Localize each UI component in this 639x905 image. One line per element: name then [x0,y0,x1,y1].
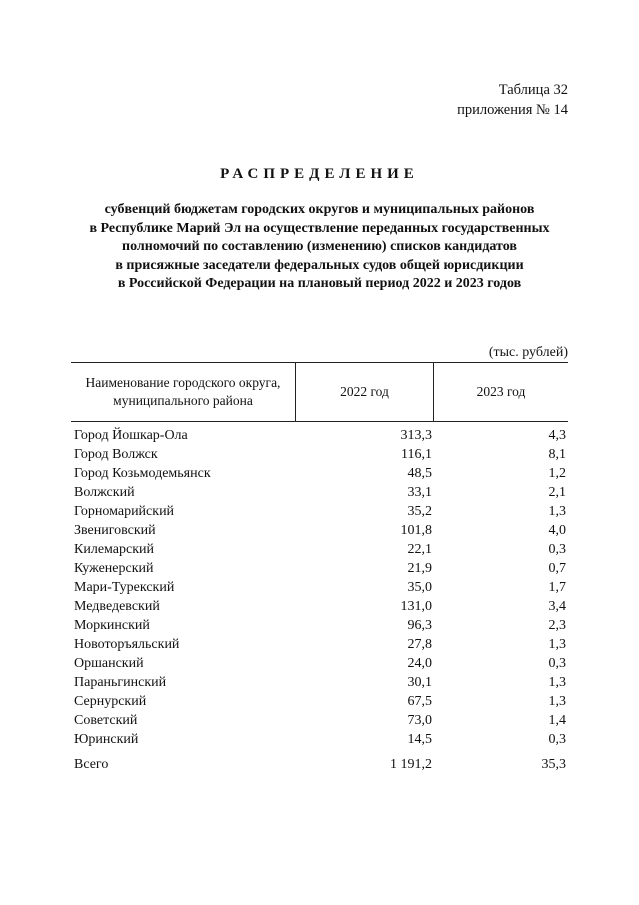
table-row [71,578,568,597]
cell-2023: 0,3 [548,731,566,747]
cell-name: Куженерский [74,560,154,576]
table-row [71,597,568,616]
cell-2023: 4,3 [548,427,566,443]
cell-name: Оршанский [74,655,144,671]
table-row [71,445,568,464]
cell-2023: 1,7 [548,579,566,595]
cell-2023: 3,4 [548,598,566,614]
cell-2022: 21,9 [407,560,432,576]
total-label: Всего [74,756,109,772]
data-table [71,362,568,774]
cell-2022: 48,5 [407,465,432,481]
cell-name: Килемарский [74,541,155,557]
cell-name: Параньгинский [74,674,167,690]
cell-name: Сернурский [74,693,147,709]
table-row [71,464,568,483]
cell-2022: 22,1 [407,541,432,557]
cell-2023: 0,7 [548,560,566,576]
table-row [71,692,568,711]
cell-2023: 1,3 [548,693,566,709]
table-row [71,673,568,692]
cell-2022: 27,8 [407,636,432,652]
table-header [71,362,568,422]
cell-2022: 14,5 [407,731,432,747]
total-row [71,755,568,774]
cell-name: Город Йошкар-Ола [74,427,188,443]
cell-2023: 2,3 [548,617,566,633]
subtitle-line: субвенций бюджетам городских округов и муниципальных районов [104,202,535,217]
cell-name: Волжский [74,484,135,500]
cell-2022: 35,0 [407,579,432,595]
table-row [71,635,568,654]
units-label: (тыс. рублей) [488,345,568,360]
cell-2023: 0,3 [548,541,566,557]
table-row [71,521,568,540]
document-title: РАСПРЕДЕЛЕНИЕ [220,166,419,182]
table-number: Таблица 32 [498,82,568,98]
cell-name: Моркинский [74,617,150,633]
cell-2022: 313,3 [400,427,432,443]
table-row [71,559,568,578]
cell-2023: 2,1 [548,484,566,500]
subtitle-line: полномочий по составлению (изменению) списков кандидатов [122,239,517,255]
cell-2023: 0,3 [548,655,566,671]
appendix-reference: приложения № 14 [457,102,568,118]
table-row [71,711,568,730]
cell-2023: 8,1 [548,446,566,462]
cell-name: Город Козьмодемьянск [74,465,211,481]
cell-2023: 1,4 [548,712,566,728]
subtitle-line: в Российской Федерации на плановый период 2022 и 2023 годов [117,276,522,292]
cell-2023: 1,3 [548,674,566,690]
cell-2022: 67,5 [407,693,432,709]
column-header-2022: 2022 год [296,363,434,421]
cell-2022: 131,0 [400,598,432,614]
cell-name: Горномарийский [74,503,175,519]
cell-name: Город Волжск [74,446,158,462]
cell-name: Новоторъяльский [74,636,180,652]
cell-2022: 101,8 [400,522,432,538]
column-header-name: Наименование городского округа, муниципального района [71,363,296,421]
cell-2022: 73,0 [407,712,432,728]
cell-2022: 35,2 [407,503,432,519]
table-row [71,502,568,521]
total-2022: 1 191,2 [390,756,432,772]
table-row [71,483,568,502]
table-row [71,540,568,559]
cell-name: Мари-Турекский [74,579,175,595]
cell-2023: 1,2 [548,465,566,481]
cell-2022: 33,1 [407,484,432,500]
cell-2022: 24,0 [407,655,432,671]
cell-2022: 96,3 [407,617,432,633]
cell-name: Звениговский [74,522,156,538]
table-body [71,426,568,774]
table-row [71,426,568,445]
total-2023: 35,3 [541,756,566,772]
cell-2023: 4,0 [548,522,566,538]
cell-2023: 1,3 [548,636,566,652]
column-header-2023: 2023 год [476,384,526,399]
cell-2022: 116,1 [401,446,432,462]
cell-name: Советский [74,712,138,728]
table-row [71,730,568,749]
subtitle-line: в присяжные заседатели федеральных судов общей юрисдикции [115,257,524,273]
cell-name: Медведевский [74,598,160,614]
cell-2022: 30,1 [407,674,432,690]
subtitle-line: в Республике Марий Эл на осуществление переданных государственных [89,220,550,236]
cell-name: Юринский [74,731,139,747]
table-row [71,654,568,673]
document-subtitle [60,201,579,294]
table-row [71,616,568,635]
cell-2023: 1,3 [548,503,566,519]
